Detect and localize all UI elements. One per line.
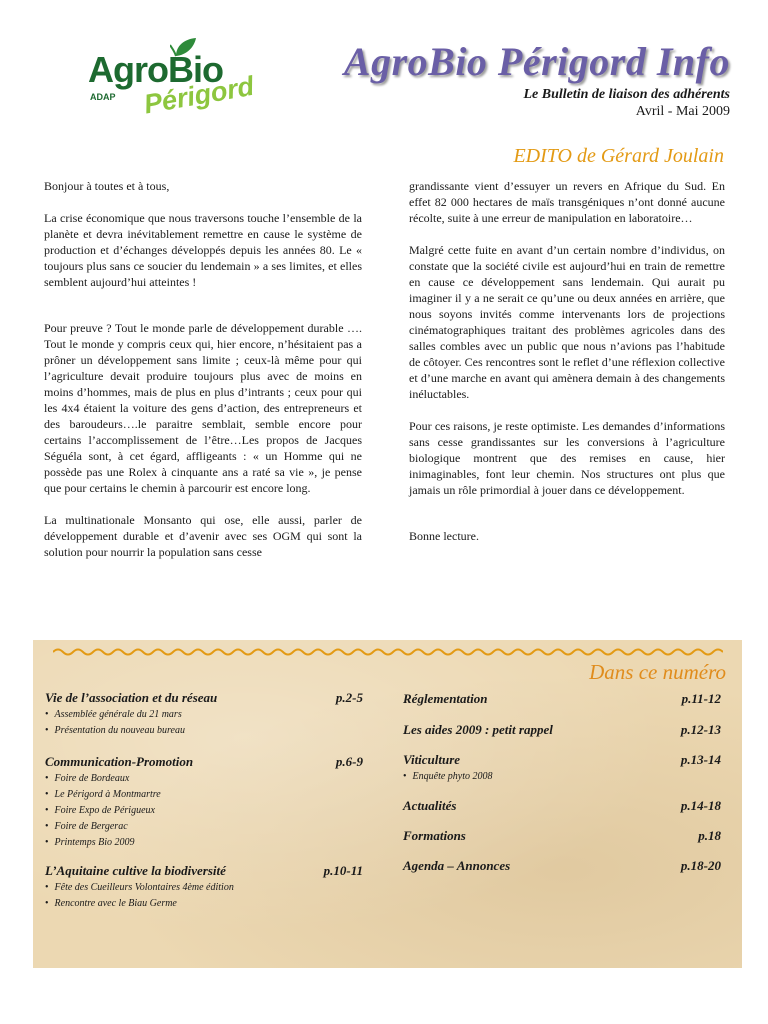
toc-item[interactable]: • Foire de Bergerac xyxy=(45,819,363,835)
toc-item[interactable]: • Foire Expo de Périgueux xyxy=(45,803,363,819)
toc-item[interactable]: • Printemps Bio 2009 xyxy=(45,835,363,851)
edito-paragraph: La multinationale Monsanto qui ose, elle aussi, parler de développement durable et d’avenir avec ses OGM qui sont la solution pour nourrir la population sans cesse xyxy=(44,513,362,559)
toc-section[interactable] xyxy=(403,798,721,814)
logo-adap-text: ADAP xyxy=(90,92,116,102)
logo-perigord-text: Périgord xyxy=(141,70,257,120)
logo-agro-text: AgroBio xyxy=(88,49,223,90)
toc-page-ref: p.14-18 xyxy=(680,798,721,813)
edito-heading: EDITO de Gérard Joulain xyxy=(513,145,724,167)
toc-section-title[interactable]: Agenda – Annonces xyxy=(403,858,511,873)
toc-item[interactable]: • Foire de Bordeaux xyxy=(45,771,363,787)
toc-item[interactable]: • Assemblée générale du 21 mars xyxy=(45,707,363,723)
toc-page-ref: p.13-14 xyxy=(680,752,721,767)
toc-item[interactable]: • Présentation du nouveau bureau xyxy=(45,723,363,739)
edito-closing: Bonne lecture. xyxy=(409,529,479,543)
toc-section-title[interactable]: L’Aquitaine cultive la biodiversité xyxy=(45,863,226,878)
edito-paragraph: Pour preuve ? Tout le monde parle de développement durable …. Tout le monde y compris ceux qui, hier encore, n’hésitaient pas a prôner un développement sans limite ; ceux-là même pour qui l’agriculture devait produire toujours plus avec de moins en moins d’hommes, mais de plus en plus d’intrants ; ceux pour qui les 4x4 étaient la voiture des gens d’action, des entrepreneurs et des baroudeurs….le paraitre semblait, semble encore pour certains l’accomplissement de l’être…Les propos de Jacques Séguéla sont, à cet égard, affligeants : « un Homme qui ne possède pas une Rolex à cinquante ans a raté sa vie », je pense que pour certains le chemin à parcourir est encore long. xyxy=(44,321,362,495)
newsletter-subtitle: Le Bulletin de liaison des adhérents xyxy=(523,87,730,102)
toc-page-ref: p.2-5 xyxy=(335,690,363,705)
toc-page-ref: p.18-20 xyxy=(680,858,721,873)
edito-right-column xyxy=(409,178,725,560)
toc-page-ref: p.11-12 xyxy=(681,691,721,706)
toc-section-title[interactable]: Les aides 2009 : petit rappel xyxy=(403,722,553,737)
contents-heading: Dans ce numéro xyxy=(589,660,726,684)
toc-item[interactable]: • Le Périgord à Montmartre xyxy=(45,787,363,803)
toc-section-title[interactable]: Vie de l’association et du réseau xyxy=(45,690,218,705)
table-of-contents xyxy=(33,640,742,968)
agrobio-logo xyxy=(86,36,257,120)
toc-page-ref: p.10-11 xyxy=(323,863,363,878)
toc-page-ref: p.12-13 xyxy=(680,722,721,737)
edito-paragraph: grandissante vient d’essuyer un revers en Afrique du Sud. En effet 82 000 hectares de maïs transgéniques n’ont donné aucune récolte, suite à une erreur de manipulation en laboratoire… xyxy=(409,179,725,225)
toc-section-title[interactable]: Actualités xyxy=(403,798,457,813)
toc-item[interactable]: • Rencontre avec le Biau Germe xyxy=(45,896,363,912)
toc-section[interactable] xyxy=(45,863,363,912)
toc-section-title[interactable]: Réglementation xyxy=(403,691,488,706)
toc-item[interactable]: • Fête des Cueilleurs Volontaires 4ème édition xyxy=(45,880,363,896)
toc-section-title[interactable]: Formations xyxy=(403,828,466,843)
toc-section[interactable] xyxy=(45,690,363,739)
edito-paragraph: Malgré cette fuite en avant d’un certain nombre d’individus, on constate que la société civile est aujourd’hui en train de remettre en cause ce développement sans lendemain. Qui aurait pu imaginer il y a ne serait ce qu’une ou deux années en arrière, que nous soyons invités comme intervenants lors de projections cinématographiques traitant des problèmes agricoles dans des salles combles avec un public que nous n’avions pas l’habitude de côtoyer. Ces rencontres sont le reflet d’une réflexion collective et d’une marche en avant qui amènera demain à des changements inéluctables. xyxy=(409,243,725,401)
edito-paragraph: La crise économique que nous traversons touche l’ensemble de la planète et devra inévitablement remettre en cause le système de production et d’échanges développés depuis les années 80. Le « toujours plus sans ce soucier du lendemain » a ses limites, et elles semblent aujourd’hui atteintes ! xyxy=(44,211,362,289)
toc-section[interactable] xyxy=(45,754,363,851)
toc-section[interactable] xyxy=(403,691,721,707)
issue-date: Avril - Mai 2009 xyxy=(635,104,730,119)
toc-page-ref: p.6-9 xyxy=(335,754,363,769)
toc-section-title[interactable]: Viticulture xyxy=(403,752,461,767)
wave-divider xyxy=(53,646,723,658)
toc-section[interactable] xyxy=(403,858,721,874)
toc-section-title[interactable]: Communication-Promotion xyxy=(45,754,194,769)
toc-page-ref: p.18 xyxy=(698,828,721,843)
edito-paragraph: Pour ces raisons, je reste optimiste. Les demandes d’informations sans cesse grandissantes sur les conversions à l’agriculture biologique montrent que des remises en cause, hier inimaginables, font leur chemin. Nos structures ont plus que jamais un rôle primordial à jouer dans ce développement. xyxy=(409,419,725,497)
newsletter-title: AgroBio Périgord Info xyxy=(343,39,730,84)
edito-left-column xyxy=(44,178,362,576)
edito-paragraph: Bonjour à toutes et à tous, xyxy=(44,179,170,193)
toc-section[interactable] xyxy=(403,722,721,738)
toc-section[interactable] xyxy=(403,752,721,785)
toc-item[interactable]: • Enquête phyto 2008 xyxy=(403,769,721,785)
toc-section[interactable] xyxy=(403,828,721,844)
